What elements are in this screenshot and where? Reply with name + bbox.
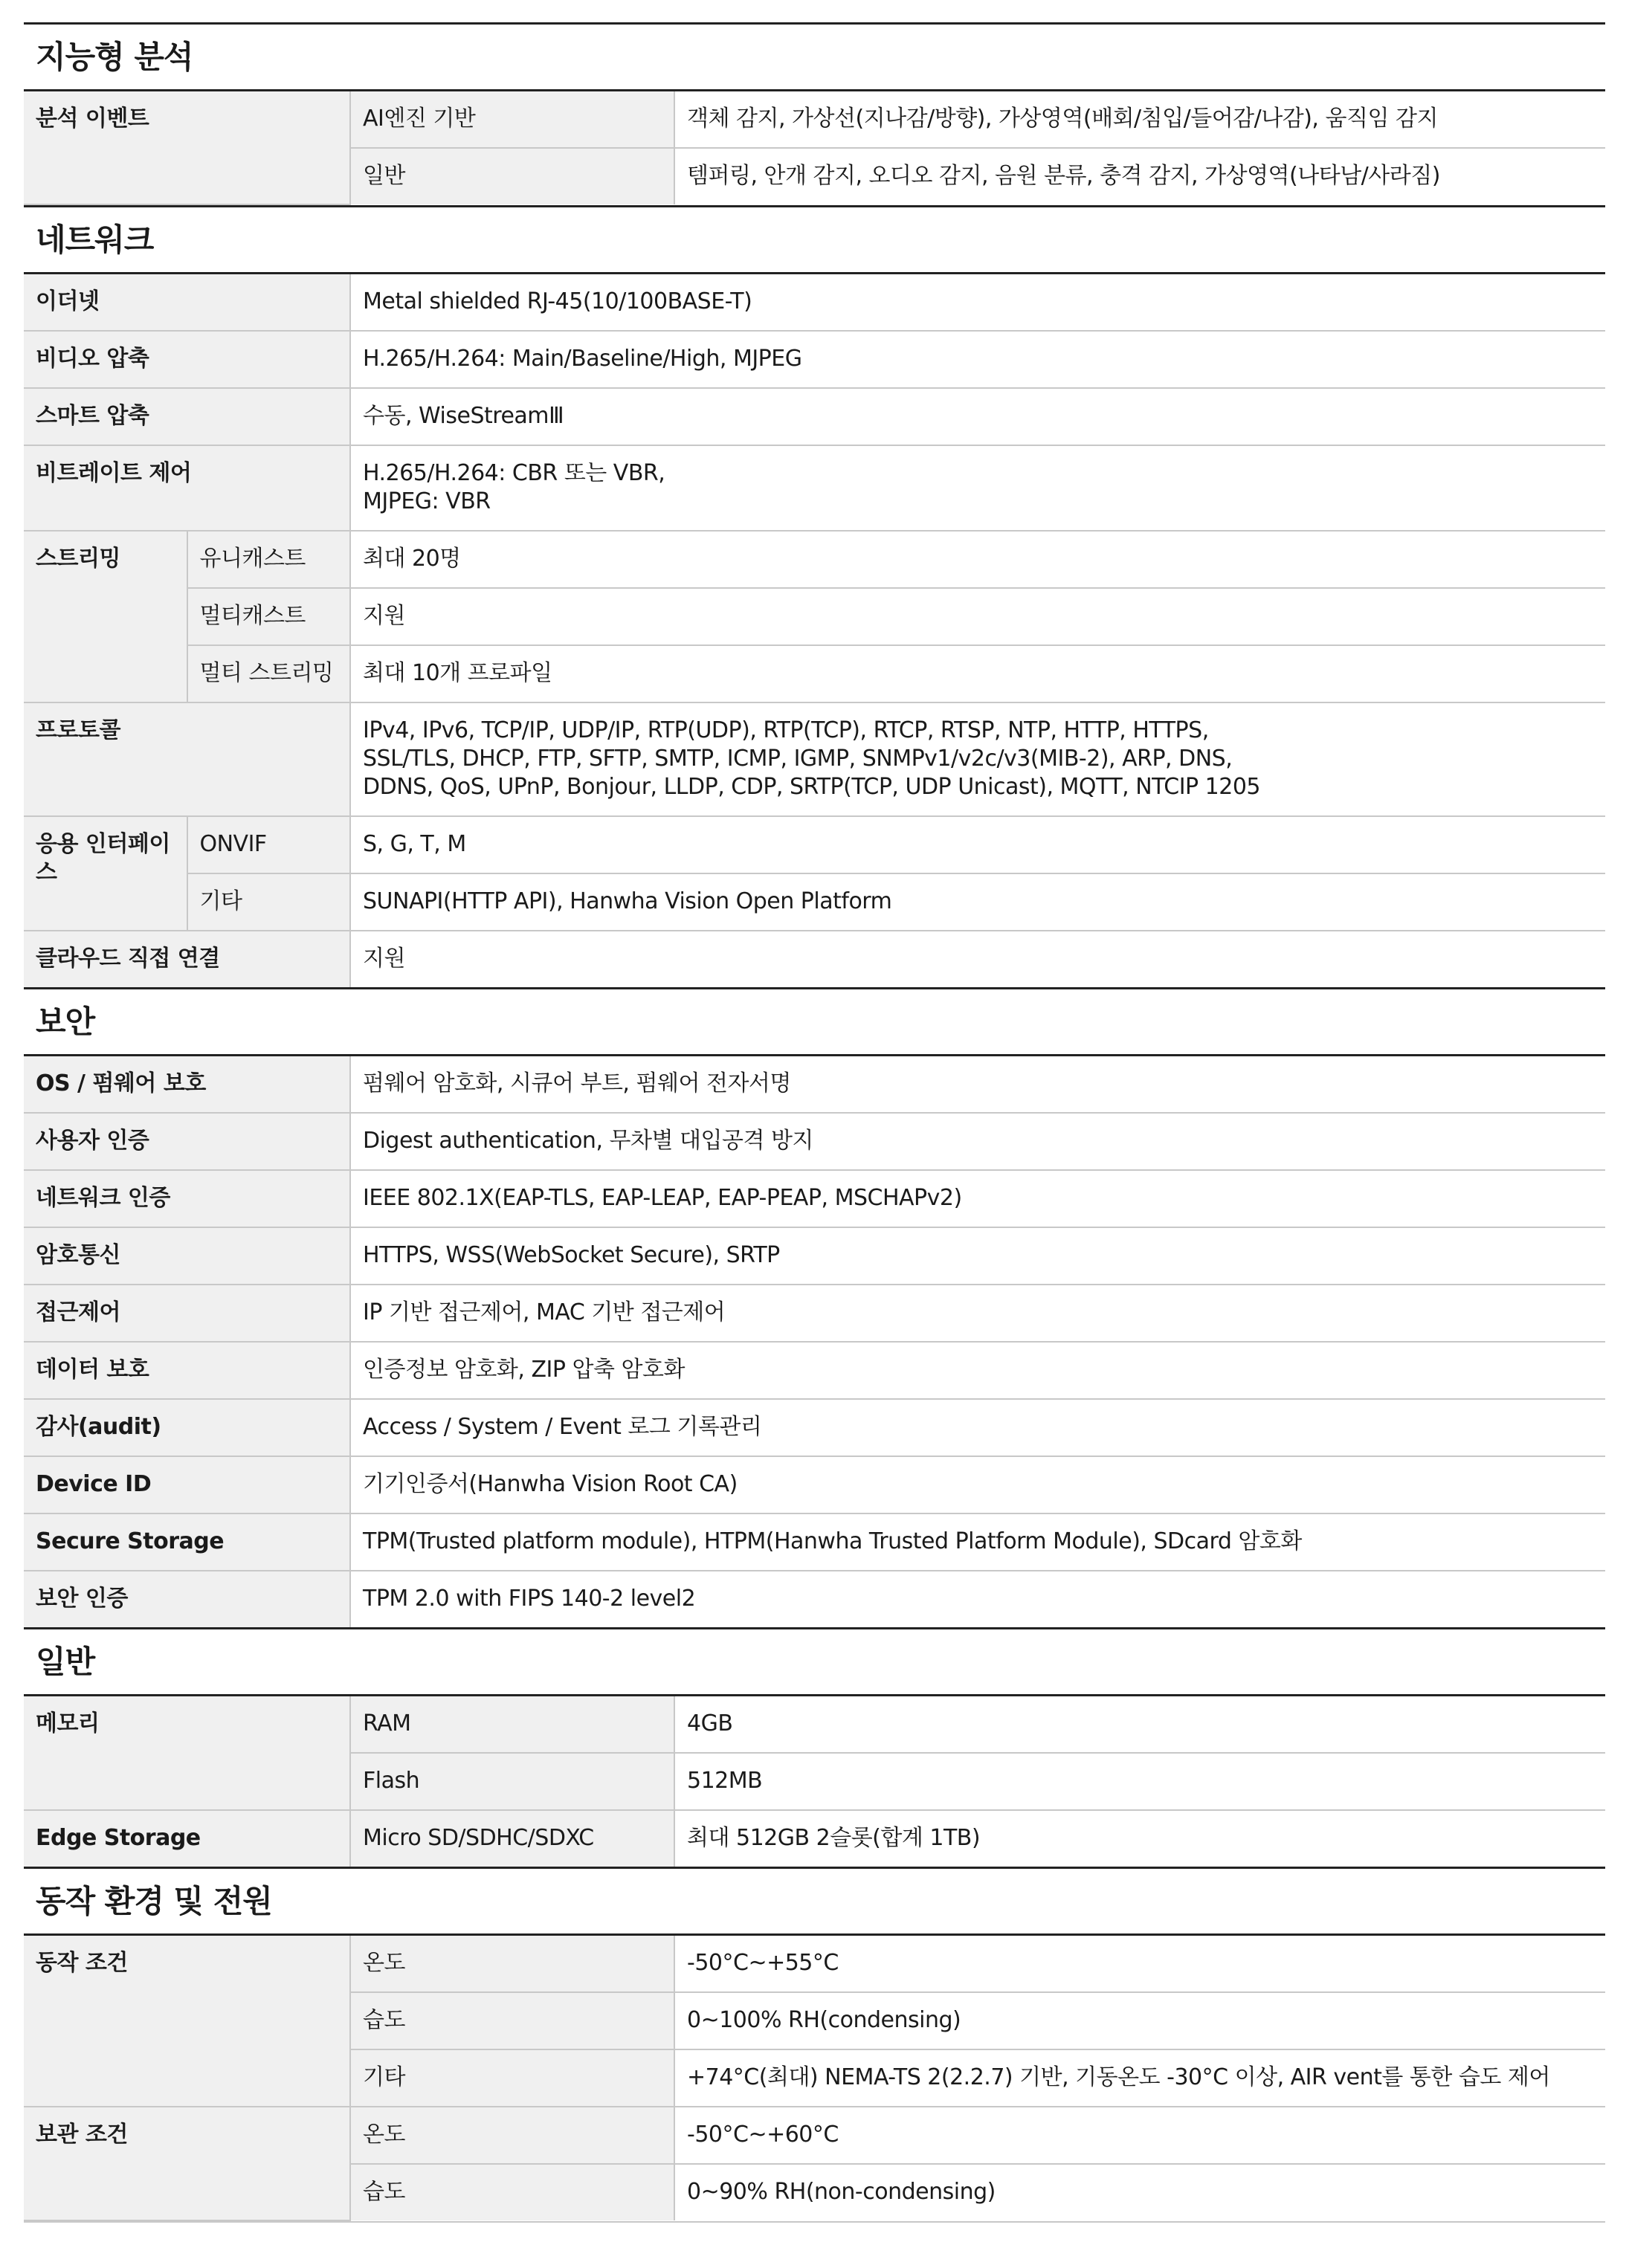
spec-category: 암호통신 — [24, 1227, 350, 1285]
spec-row — [24, 1113, 1605, 1170]
spec-section — [24, 987, 1605, 1627]
spec-value: 최대 20명 — [350, 531, 1605, 588]
spec-value: 기기인증서(Hanwha Vision Root CA) — [350, 1456, 1605, 1513]
section-title: 동작 환경 및 전원 — [24, 1869, 1605, 1936]
spec-value: 지원 — [350, 588, 1605, 645]
section-title: 일반 — [24, 1629, 1605, 1696]
spec-category: 비트레이트 제어 — [24, 445, 350, 531]
spec-row — [24, 531, 1605, 588]
spec-value: 최대 512GB 2슬롯(합계 1TB) — [674, 1810, 1605, 1867]
spec-category: Device ID — [24, 1456, 350, 1513]
spec-category: 동작 조건 — [24, 1936, 350, 2107]
spec-value: 펌웨어 암호화, 시큐어 부트, 펌웨어 전자서명 — [350, 1056, 1605, 1113]
spec-value: 512MB — [674, 1753, 1605, 1810]
spec-subcategory: 습도 — [350, 2164, 674, 2220]
spec-row — [24, 388, 1605, 445]
spec-subcategory: 온도 — [350, 1936, 674, 1992]
spec-subcategory: 온도 — [350, 2107, 674, 2164]
section-title: 네트워크 — [24, 207, 1605, 274]
spec-value: HTTPS, WSS(WebSocket Secure), SRTP — [350, 1227, 1605, 1285]
spec-row — [24, 873, 1605, 931]
spec-value: 템퍼링, 안개 감지, 오디오 감지, 음원 분류, 충격 감지, 가상영역(나타남/사라짐) — [674, 148, 1605, 204]
spec-category: 네트워크 인증 — [24, 1170, 350, 1227]
spec-row — [24, 2107, 1605, 2164]
spec-row — [24, 1513, 1605, 1571]
spec-row — [24, 588, 1605, 645]
spec-category: 비디오 압축 — [24, 331, 350, 388]
spec-value: 객체 감지, 가상선(지나감/방향), 가상영역(배회/침입/들어감/나감), 움직임 감지 — [674, 91, 1605, 148]
spec-value: IP 기반 접근제어, MAC 기반 접근제어 — [350, 1285, 1605, 1342]
spec-subcategory: AI엔진 기반 — [350, 91, 674, 148]
spec-section — [24, 22, 1605, 205]
spec-row — [24, 1342, 1605, 1399]
spec-category: 접근제어 — [24, 1285, 350, 1342]
spec-category: 이더넷 — [24, 274, 350, 331]
spec-table — [24, 1056, 1605, 1627]
spec-category: 데이터 보호 — [24, 1342, 350, 1399]
spec-value: SUNAPI(HTTP API), Hanwha Vision Open Platform — [350, 873, 1605, 931]
spec-category: 클라우드 직접 연결 — [24, 931, 350, 987]
spec-category: 메모리 — [24, 1696, 350, 1810]
spec-row — [24, 816, 1605, 873]
spec-category: 프로토콜 — [24, 702, 350, 816]
spec-row — [24, 1170, 1605, 1227]
spec-value: IPv4, IPv6, TCP/IP, UDP/IP, RTP(UDP), RTP(TCP), RTCP, RTSP, NTP, HTTP, HTTPS, SSL/TLS, DHCP, FTP, SFTP, SMTP, ICMP, IGMP, SNMPv1/v2c/v3(MIB-2), ARP, DNS, DDNS, QoS, UPnP, Bonjour, LLDP, CDP, SRTP(TCP, UDP Unicast), MQTT, NTCIP 1205 — [350, 702, 1605, 816]
spec-section — [24, 205, 1605, 987]
spec-category: 응용 인터페이스 — [24, 816, 187, 931]
spec-row — [24, 91, 1605, 148]
spec-row — [24, 274, 1605, 331]
spec-section — [24, 1627, 1605, 1867]
section-title: 보안 — [24, 989, 1605, 1056]
spec-row — [24, 1227, 1605, 1285]
spec-row — [24, 931, 1605, 987]
spec-value: 4GB — [674, 1696, 1605, 1753]
spec-category: 보관 조건 — [24, 2107, 350, 2220]
spec-subcategory: 기타 — [350, 2049, 674, 2107]
spec-value: 0~90% RH(non-condensing) — [674, 2164, 1605, 2220]
spec-subcategory: RAM — [350, 1696, 674, 1753]
spec-value: Access / System / Event 로그 기록관리 — [350, 1399, 1605, 1456]
spec-row — [24, 702, 1605, 816]
spec-value: 인증정보 암호화, ZIP 압축 암호화 — [350, 1342, 1605, 1399]
spec-row — [24, 1399, 1605, 1456]
spec-sheet — [24, 22, 1605, 2223]
spec-subcategory: Micro SD/SDHC/SDXC — [350, 1810, 674, 1867]
spec-value: H.265/H.264: CBR 또는 VBR, MJPEG: VBR — [350, 445, 1605, 531]
spec-category: OS / 펌웨어 보호 — [24, 1056, 350, 1113]
spec-subcategory: 기타 — [187, 873, 351, 931]
spec-category: 스마트 압축 — [24, 388, 350, 445]
spec-subcategory: 일반 — [350, 148, 674, 204]
spec-subcategory: 멀티캐스트 — [187, 588, 351, 645]
spec-table — [24, 1936, 1605, 2221]
spec-row — [24, 1571, 1605, 1627]
spec-category: Secure Storage — [24, 1513, 350, 1571]
spec-subcategory: 멀티 스트리밍 — [187, 645, 351, 702]
spec-category: Edge Storage — [24, 1810, 350, 1867]
spec-value: Metal shielded RJ-45(10/100BASE-T) — [350, 274, 1605, 331]
spec-category: 보안 인증 — [24, 1571, 350, 1627]
spec-row — [24, 445, 1605, 531]
spec-category: 사용자 인증 — [24, 1113, 350, 1170]
spec-value: 최대 10개 프로파일 — [350, 645, 1605, 702]
spec-value: TPM 2.0 with FIPS 140-2 level2 — [350, 1571, 1605, 1627]
spec-subcategory: Flash — [350, 1753, 674, 1810]
spec-value: H.265/H.264: Main/Baseline/High, MJPEG — [350, 331, 1605, 388]
spec-category: 스트리밍 — [24, 531, 187, 702]
spec-value: -50°C~+55°C — [674, 1936, 1605, 1992]
spec-section — [24, 1867, 1605, 2221]
spec-value: Digest authentication, 무차별 대입공격 방지 — [350, 1113, 1605, 1170]
spec-table — [24, 274, 1605, 987]
spec-value: IEEE 802.1X(EAP-TLS, EAP-LEAP, EAP-PEAP, MSCHAPv2) — [350, 1170, 1605, 1227]
spec-value: 0~100% RH(condensing) — [674, 1992, 1605, 2049]
spec-row — [24, 1456, 1605, 1513]
section-title: 지능형 분석 — [24, 25, 1605, 91]
spec-value: TPM(Trusted platform module), HTPM(Hanwha Trusted Platform Module), SDcard 암호화 — [350, 1513, 1605, 1571]
spec-row — [24, 331, 1605, 388]
spec-value: +74°C(최대) NEMA-TS 2(2.2.7) 기반, 기동온도 -30°C 이상, AIR vent를 통한 습도 제어 — [674, 2049, 1605, 2107]
spec-category: 감사(audit) — [24, 1399, 350, 1456]
spec-row — [24, 1056, 1605, 1113]
spec-table — [24, 1696, 1605, 1867]
spec-table — [24, 91, 1605, 205]
spec-subcategory: ONVIF — [187, 816, 351, 873]
spec-subcategory: 습도 — [350, 1992, 674, 2049]
spec-value: -50°C~+60°C — [674, 2107, 1605, 2164]
spec-row — [24, 1696, 1605, 1753]
spec-row — [24, 1285, 1605, 1342]
spec-row — [24, 1936, 1605, 1992]
spec-subcategory: 유니캐스트 — [187, 531, 351, 588]
spec-value: 수동, WiseStreamⅢ — [350, 388, 1605, 445]
spec-row — [24, 645, 1605, 702]
spec-row — [24, 1810, 1605, 1867]
spec-value: S, G, T, M — [350, 816, 1605, 873]
spec-category: 분석 이벤트 — [24, 91, 350, 204]
bottom-rule — [24, 2221, 1605, 2223]
spec-value: 지원 — [350, 931, 1605, 987]
